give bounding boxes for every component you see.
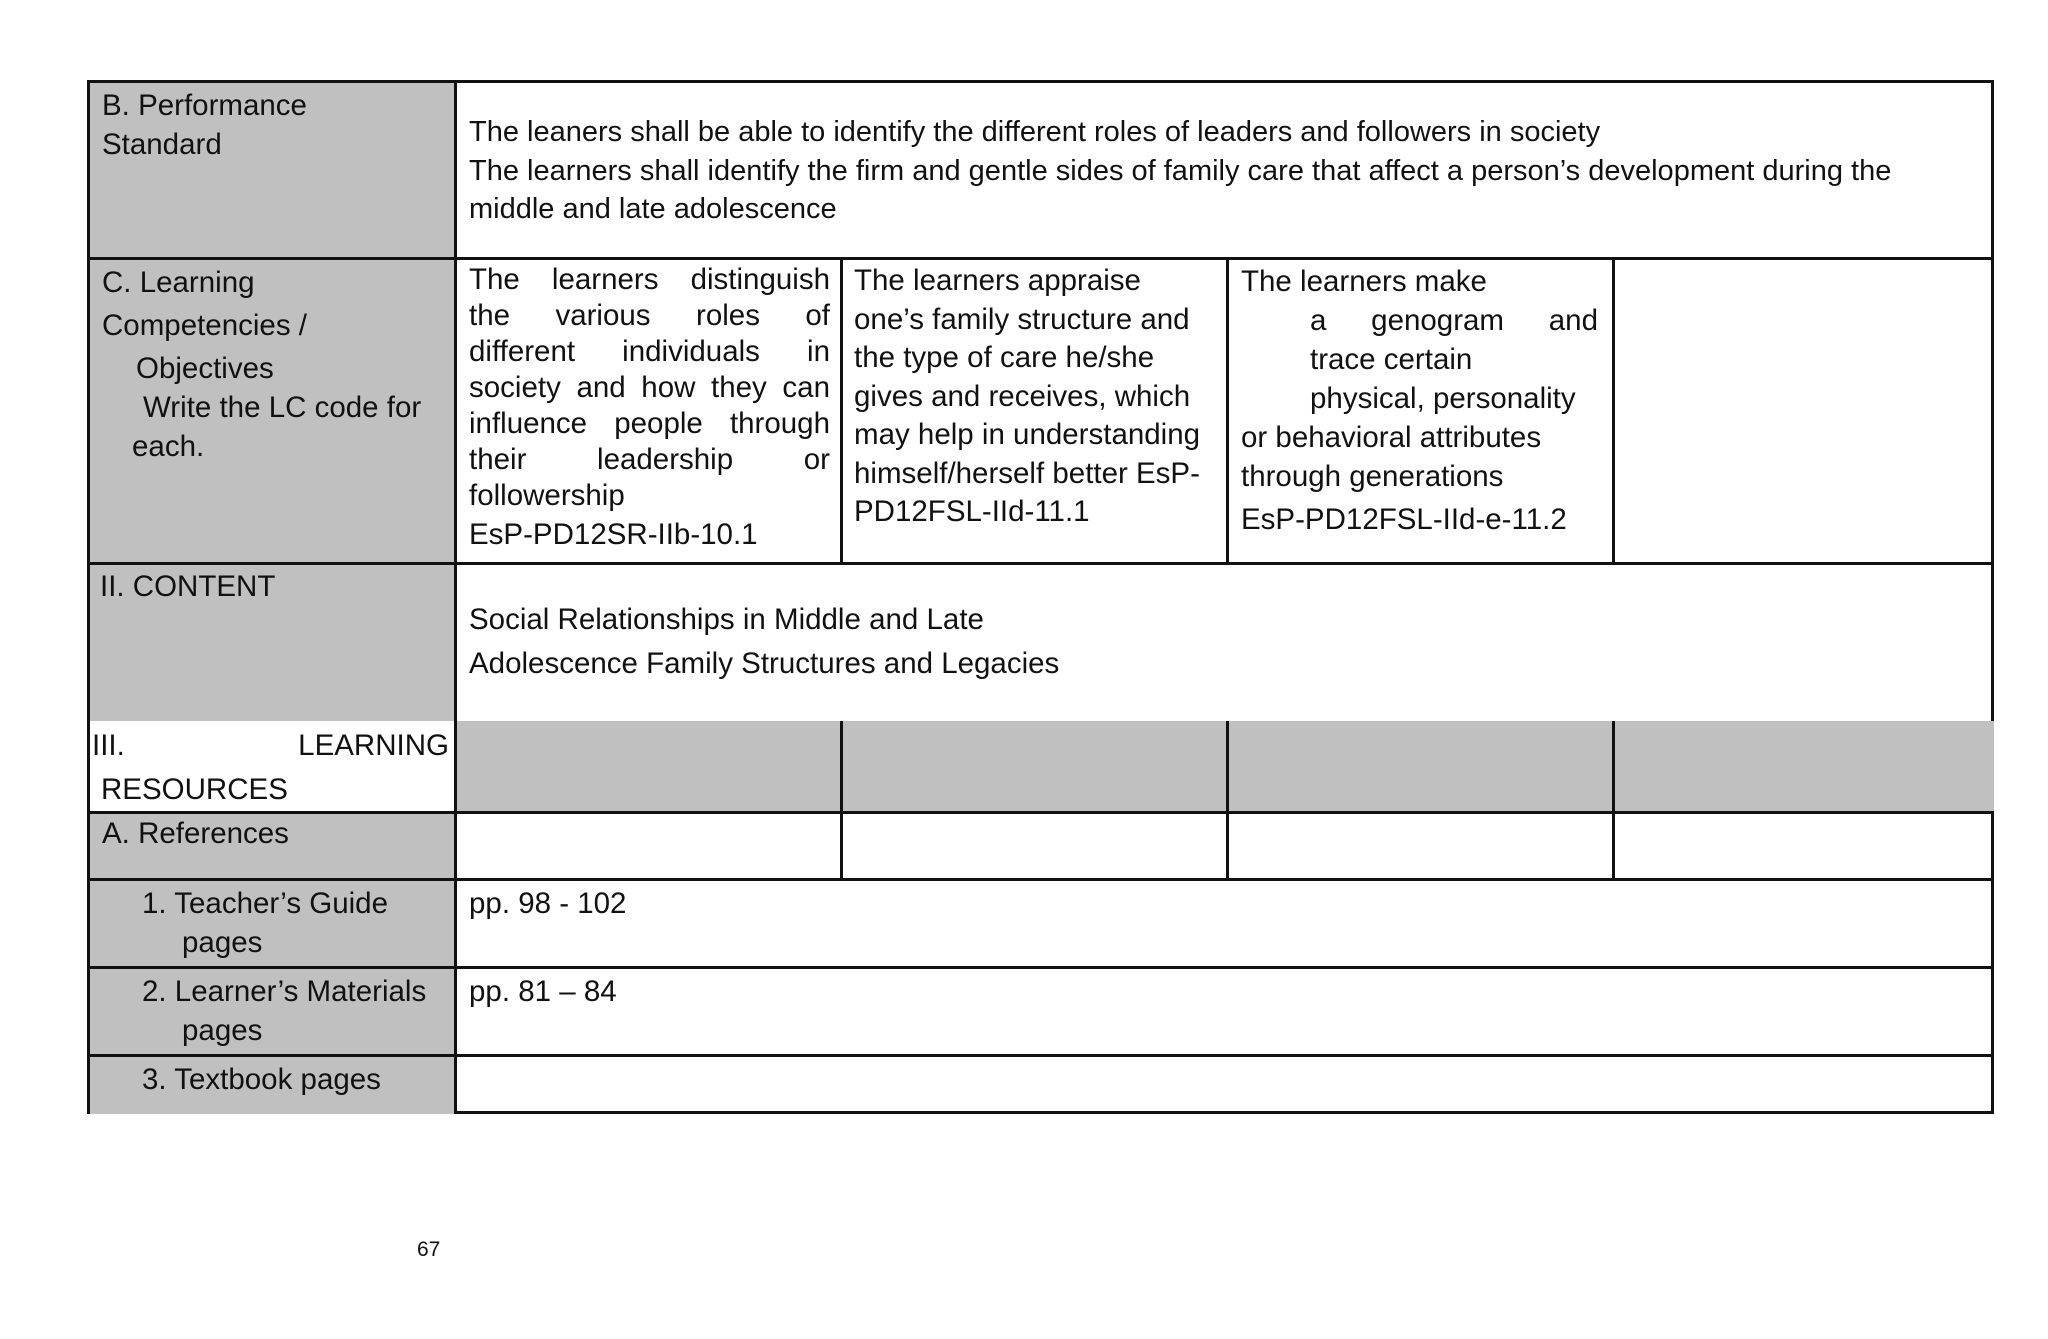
learning-resources-cell-3 xyxy=(1229,721,1612,811)
objective-2-line-6: himself/herself better EsP- xyxy=(854,456,1200,490)
textbook-label: 3. Textbook pages xyxy=(142,1063,381,1096)
content-line-2: Adolescence Family Structures and Legacies xyxy=(469,647,1060,680)
objective-3-line-5: or behavioral attributes xyxy=(1241,421,1542,454)
page-number: 67 xyxy=(417,1238,441,1261)
performance-standard-content-cell xyxy=(457,83,1994,257)
objective-1-line-6: their leadership or xyxy=(469,443,830,476)
objective-3-lc-code: EsP-PD12FSL-IId-e-11.2 xyxy=(1241,503,1567,536)
objective-3-line-1: The learners make xyxy=(1241,265,1487,298)
teachers-guide-label-cell xyxy=(90,881,454,966)
competencies-label-cell xyxy=(90,260,454,562)
textbook-label-cell xyxy=(90,1057,454,1114)
learners-materials-label-cell xyxy=(90,969,454,1054)
competency-objective-4 xyxy=(1615,260,1994,562)
performance-standard-line-3: middle and late adolescence xyxy=(469,193,837,225)
objective-3-line-6: through generations xyxy=(1241,460,1504,493)
label-column-divider xyxy=(454,83,457,1114)
performance-standard-line-2: The learners shall identify the firm and gentle sides of family care that affect a person’s development during the xyxy=(469,154,1892,187)
performance-standard-label-line-1: B. Performance xyxy=(102,89,307,122)
objective-2-line-4: gives and receives, which xyxy=(854,379,1191,413)
column-divider-1a xyxy=(840,260,843,562)
objective-1-line-3: different individuals in xyxy=(469,335,830,368)
competency-objective-1 xyxy=(457,260,840,562)
teachers-guide-value-cell xyxy=(457,881,1994,966)
objective-1-lc-code: EsP-PD12SR-IIb-10.1 xyxy=(469,518,758,551)
column-divider-3a xyxy=(1612,260,1615,562)
learners-materials-pages: pp. 81 – 84 xyxy=(469,975,617,1008)
column-divider-2b xyxy=(1226,721,1229,878)
teachers-guide-pages: pp. 98 - 102 xyxy=(469,887,627,920)
objective-1-line-2: the various roles of xyxy=(469,299,830,332)
competency-objective-2 xyxy=(843,260,1226,562)
row-divider-6 xyxy=(90,1054,1994,1057)
performance-standard-line-1: The leaners shall be able to identify the different roles of leaders and followers in society xyxy=(469,116,1601,148)
competencies-label-line-4: Write the LC code for xyxy=(143,391,422,424)
objective-2-line-3: the type of care he/she xyxy=(854,341,1155,374)
objective-3-line-2: a genogram and xyxy=(1310,304,1598,337)
row-divider-2 xyxy=(90,562,1994,565)
column-divider-3b xyxy=(1612,721,1615,878)
references-label: A. References xyxy=(102,817,289,850)
column-divider-1b xyxy=(840,721,843,878)
learning-resources-word-2: RESOURCES xyxy=(101,773,288,806)
row-divider-4 xyxy=(90,878,1994,881)
objective-1-line-4: society and how they can xyxy=(469,371,830,404)
learning-resources-cell-4 xyxy=(1615,721,1994,811)
objective-3-line-4: physical, personality xyxy=(1310,382,1576,415)
learning-resources-cell-1 xyxy=(457,721,840,811)
references-cell-1 xyxy=(457,814,840,878)
textbook-value-cell xyxy=(457,1057,1994,1114)
learning-resources-roman: III. xyxy=(92,729,125,762)
row-divider-3 xyxy=(90,811,1994,814)
competencies-label-line-3: Objectives xyxy=(136,352,274,385)
references-cell-3 xyxy=(1229,814,1612,878)
objective-1-line-7: followership xyxy=(469,479,625,512)
column-divider-2a xyxy=(1226,260,1229,562)
content-value-cell xyxy=(457,565,1994,721)
objective-2-line-1: The learners appraise xyxy=(854,264,1141,297)
learning-resources-cell-2 xyxy=(843,721,1226,811)
content-label-cell xyxy=(90,565,454,721)
competencies-label-line-2: Competencies / xyxy=(102,309,307,342)
references-cell-2 xyxy=(843,814,1226,878)
competencies-label-line-5: each. xyxy=(132,430,205,463)
objective-1-line-1: The learners distinguish xyxy=(469,263,830,296)
row-divider-5 xyxy=(90,966,1994,969)
objective-1-line-5: influence people through xyxy=(469,407,830,440)
references-label-cell xyxy=(90,814,454,878)
performance-standard-label-cell xyxy=(90,83,454,257)
performance-standard-label-line-2: Standard xyxy=(102,128,222,161)
content-line-1: Social Relationships in Middle and Late xyxy=(469,603,984,636)
objective-2-line-5: may help in understanding xyxy=(854,418,1201,451)
learners-materials-label-line-1: 2. Learner’s Materials xyxy=(142,975,427,1008)
references-cell-4 xyxy=(1615,814,1994,878)
objective-2-line-2: one’s family structure and xyxy=(854,302,1190,336)
competencies-label-line-1: C. Learning xyxy=(102,266,255,299)
competency-objective-3 xyxy=(1229,260,1612,562)
teachers-guide-label-line-2: pages xyxy=(182,926,263,959)
content-label: II. CONTENT xyxy=(100,570,276,603)
objective-3-line-3: trace certain xyxy=(1310,343,1473,376)
teachers-guide-label-line-1: 1. Teacher’s Guide xyxy=(142,887,388,920)
learners-materials-value-cell xyxy=(457,969,1994,1054)
learning-resources-word: LEARNING xyxy=(298,729,449,762)
lesson-plan-table xyxy=(87,80,1994,1114)
objective-2-lc-code: PD12FSL-IId-11.1 xyxy=(854,495,1090,528)
learners-materials-label-line-2: pages xyxy=(182,1014,263,1047)
row-divider-1 xyxy=(90,257,1994,260)
learning-resources-label-cell xyxy=(90,721,454,811)
